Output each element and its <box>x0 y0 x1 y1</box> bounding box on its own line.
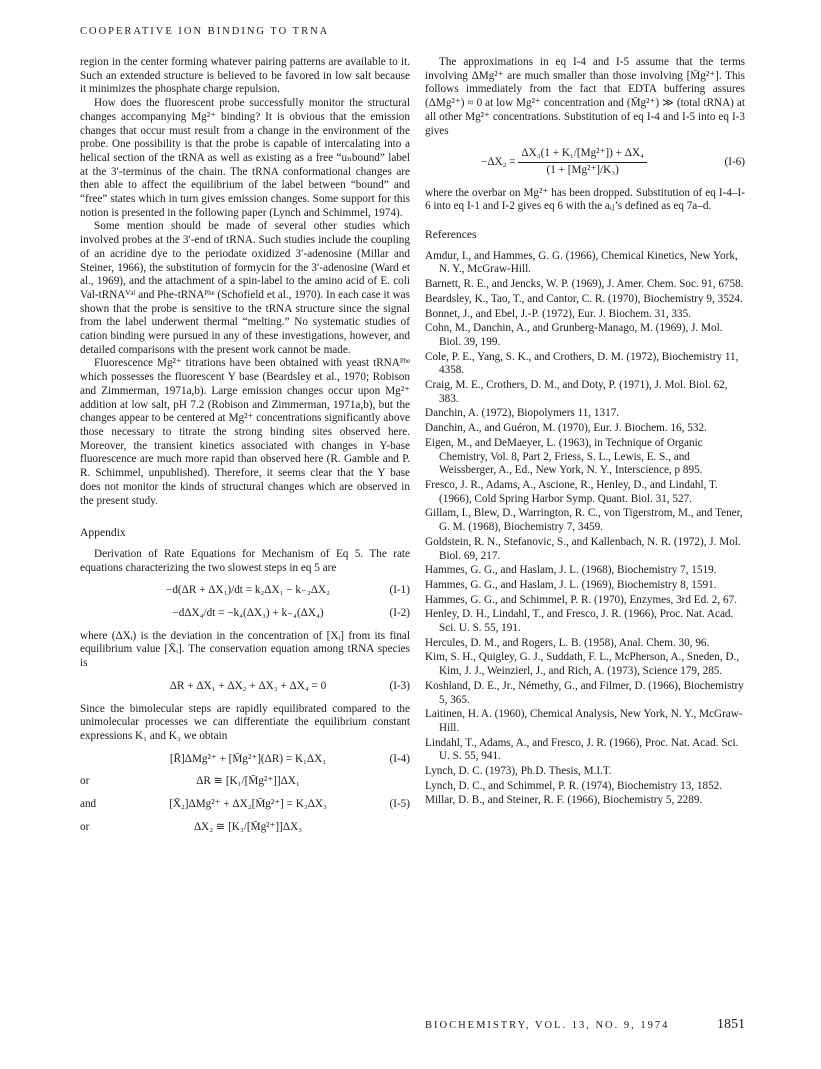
reference-item: Barnett, R. E., and Jencks, W. P. (1969), J. Amer. Chem. Soc. 91, 6758. <box>425 278 744 291</box>
reference-item: Lynch, D. C., and Schimmel, P. R. (1974), Biochemistry 13, 1852. <box>425 779 723 792</box>
equation-i4 <box>80 753 410 767</box>
equation-number: (I-6) <box>724 155 745 168</box>
reference-item: Hammes, G. G., and Haslam, J. L. (1968), Biochemistry 7, 1519. <box>425 564 717 577</box>
equation-body: ΔR ≅ [K₁/[M̄g²⁺]]ΔX₁ <box>196 775 300 788</box>
equation-fraction <box>518 147 647 177</box>
reference-item: Millar, D. B., and Steiner, R. F. (1966), Biochemistry 5, 2289. <box>425 794 703 807</box>
reference-item: Koshland, D. E., Jr., Némethy, G., and Filmer, D. (1966), Biochemistry 5, 365. <box>425 679 744 706</box>
equation-denominator: (1 + [Mg²⁺]/K₃) <box>546 163 619 176</box>
reference-item: Hammes, G. G., and Schimmel, P. R. (1970), Enzymes, 3rd Ed. 2, 67. <box>425 593 737 606</box>
references-list <box>425 250 745 808</box>
reference-item: Eigen, M., and DeMaeyer, L. (1963), in Technique of Organic Chemistry, Vol. 8, Part 2, Friess, S. L., Lewis, E. S., and Weissberger, A., Ed., New York, N. Y., Interscience, p 895. <box>425 436 703 477</box>
right-column <box>425 56 745 809</box>
equation-number: (I-4) <box>389 752 410 765</box>
body-paragraph: where (ΔXᵢ) is the deviation in the concentration of [Xᵢ] from its final equilibrium value [X̄ᵢ]. The conservation equation among tRNA species is <box>80 629 410 670</box>
equation-i3 <box>80 680 410 694</box>
journal-citation: BIOCHEMISTRY, VOL. 13, NO. 9, 1974 <box>425 1020 670 1031</box>
reference-item: Danchin, A., and Guéron, M. (1970), Eur. J. Biochem. 16, 532. <box>425 422 707 435</box>
equation-lead: and <box>80 798 97 811</box>
page-footer <box>425 1017 745 1033</box>
reference-item: Cohn, M., Danchin, A., and Grunberg-Manago, M. (1969), J. Mol. Biol. 39, 199. <box>425 322 723 348</box>
equation-i5 <box>80 798 410 812</box>
equation-lead: or <box>80 775 90 788</box>
body-paragraph: region in the center forming whatever pairing patterns are available to it. Such an extended structure is believed to be favored in low salt because it minimizes the phosphate charge repulsion. <box>80 56 410 96</box>
body-paragraph: Some mention should be made of several other studies which involved probes at the 3′-end of tRNA. Such studies include the coupling of an acridine dye to the periodate oxidized 3′-adenosine (Millar and Steiner, 1966), the substitution of formycin for the 3′-adenosine (Ward et al., 1969), and the attachment of a spin-label to the amino acid of E. coli Val-tRNAⱽᵃˡ and Phe-tRNAᴾʰᵉ (Schofield et al., 1970). In each case it was shown that the probe is sensitive to the tRNA structure since the signal from the label underwent thermal “melting.” No systematic studies of cation binding were pursued in any of these investigations, however, and detailed comparisons with the present work cannot be made. <box>80 220 410 356</box>
reference-item: Beardsley, K., Tao, T., and Cantor, C. R. (1970), Biochemistry 9, 3524. <box>425 292 743 305</box>
body-paragraph: Since the bimolecular steps are rapidly equilibrated compared to the unimolecular processes we can differentiate the equilibrium constant expressions K₁ and K₃ we obtain <box>80 702 410 742</box>
equation-lead: or <box>80 820 90 833</box>
reference-item: Bonnet, J., and Ebel, J.-P. (1972), Eur. J. Biochem. 31, 335. <box>425 307 691 320</box>
reference-item: Henley, D. H., Lindahl, T., and Fresco, J. R. (1966), Proc. Nat. Acad. Sci. U. S. 55, 191. <box>425 608 734 635</box>
reference-item: Danchin, A. (1972), Biopolymers 11, 1317. <box>425 407 620 420</box>
equation-number: (I-2) <box>389 607 410 620</box>
reference-item: Fresco, J. R., Adams, A., Ascione, R., Henley, D., and Lindahl, T. (1966), Cold Spring Harbor Symp. Quant. Biol. 31, 527. <box>425 478 718 505</box>
reference-item: Cole, P. E., Yang, S. K., and Crothers, D. M. (1972), Biochemistry 11, 4358. <box>425 350 739 377</box>
equation-number: (I-5) <box>389 798 410 811</box>
reference-item: Lindahl, T., Adams, A., and Fresco, J. R. (1966), Proc. Nat. Acad. Sci. U. S. 55, 941. <box>425 736 739 763</box>
left-column <box>80 56 410 843</box>
equation-i5-approx <box>80 821 410 835</box>
equation-number: (I-1) <box>389 584 410 597</box>
equation-body: [X̄₂]ΔMg²⁺ + ΔX₂[M̄g²⁺] = K₃ΔX₃ <box>169 798 327 811</box>
body-paragraph: where the overbar on Mg²⁺ has been dropped. Substitution of eq I-4–I-6 into eq I-1 and I-2 gives eq 6 with the aᵢⱼ’s defined as eq 7a–d. <box>425 186 745 213</box>
body-paragraph: Fluorescence Mg²⁺ titrations have been obtained with yeast tRNAᴾʰᵉ which possesses the fluorescent Y base (Beardsley et al., 1970; Robison and Zimmerman, 1971a,b). Large emission changes occur upon Mg²⁺ addition at low salt, pH 7.2 (Robison and Zimmerman, 1971a,b), but the changes appear to be centered at Mg²⁺ concentrations significantly above those necessary to titrate the strong binding sites observed here. Moreover, the transient kinetics associated with changes in Y-base fluorescence are much more rapid than observed here (R. Gamble and P. R. Schimmel, unpublished). Therefore, it seems clear that the Y base does not monitor the kinds of structural changes which are observed in the present study. <box>80 357 410 507</box>
reference-item: Amdur, I., and Hammes, G. G. (1966), Chemical Kinetics, New York, N. Y., McGraw-Hill. <box>425 249 738 276</box>
body-paragraph: The approximations in eq I-4 and I-5 assume that the terms involving ΔMg²⁺ are much smaller than those involving [M̄g²⁺]. This follows immediately from the fact that EDTA buffering assures (ΔMg²⁺) ≈ 0 at low Mg²⁺ concentration and (M̄g²⁺) ≫ (total tRNA) at all other Mg²⁺ concentrations. Substitution of eq I-4 and I-5 into eq I-3 gives <box>425 56 745 137</box>
equation-body: [R̄]ΔMg²⁺ + [M̄g²⁺](ΔR) = K₁ΔX₁ <box>169 752 327 765</box>
reference-item: Hammes, G. G., and Haslam, J. L. (1969), Biochemistry 8, 1591. <box>425 578 717 591</box>
equation-lhs: −ΔX₂ = <box>481 156 516 168</box>
reference-item: Craig, M. E., Crothers, D. M., and Doty, P. (1971), J. Mol. Biol. 62, 383. <box>425 379 728 405</box>
equation-number: (I-3) <box>389 679 410 692</box>
references-heading: References <box>425 228 477 242</box>
page-number: 1851 <box>717 1017 745 1032</box>
reference-item: Goldstein, R. N., Stefanovic, S., and Kallenbach, N. R. (1972), J. Mol. Biol. 69, 217. <box>425 535 741 562</box>
equation-body: −d(ΔR + ΔX₁)/dt = k₂ΔX₁ − k₋₂ΔX₂ <box>166 584 330 597</box>
equation-i6 <box>425 147 745 177</box>
equation-i4-approx <box>80 775 410 789</box>
reference-item: Lynch, D. C. (1973), Ph.D. Thesis, M.I.T. <box>425 765 612 778</box>
reference-item: Kim, S. H., Quigley, G. J., Suddath, F. L., McPherson, A., Sneden, D., Kim, J. J., Weinzierl, J., and Rich, A. (1973), Science 179, 285. <box>425 651 740 678</box>
body-paragraph: How does the fluorescent probe successfully monitor the structural changes accompanying Mg²⁺ binding? It is obvious that the emission changes that occur must result from a change in the environment of the probe. One possibility is that the probe is capable of intercalating into a helical section of the tRNA as well as existing as a free “uₙbound” label at the 3′-terminus of the chain. The tRNA conformational changes are then able to affect the equilibrium of the label between “bound” and “free” states which in turn gives emission changes. Some support for this notion is presented in the following paper (Lynch and Schimmel, 1974). <box>80 97 410 219</box>
equation-numerator: ΔX₃(1 + K₁/[Mg²⁺]) + ΔX₄ <box>518 147 647 163</box>
equation-body: ΔR + ΔX₁ + ΔX₂ + ΔX₃ + ΔX₄ = 0 <box>169 679 327 692</box>
body-paragraph: Derivation of Rate Equations for Mechanism of Eq 5. The rate equations characterizing the two slowest steps in eq 5 are <box>80 547 410 574</box>
reference-item: Laitinen, H. A. (1960), Chemical Analysis, New York, N. Y., McGraw-Hill. <box>425 708 743 734</box>
equation-i1 <box>80 584 410 598</box>
reference-item: Hercules, D. M., and Rogers, L. B. (1958), Anal. Chem. 30, 96. <box>425 636 710 649</box>
reference-item: Gillam, I., Blew, D., Warrington, R. C., von Tigerstrom, M., and Tener, G. M. (1968), Biochemistry 7, 3459. <box>425 507 743 534</box>
running-title: COOPERATIVE ION BINDING TO TRNA <box>80 26 330 37</box>
equation-i2 <box>80 607 410 621</box>
appendix-heading: Appendix <box>80 526 126 540</box>
equation-body: −dΔX₄/dt = −k₄(ΔX₃) + k₋₄(ΔX₄) <box>172 607 324 620</box>
equation-body: ΔX₂ ≅ [K₃/[M̄g²⁺]]ΔX₃ <box>193 820 303 833</box>
